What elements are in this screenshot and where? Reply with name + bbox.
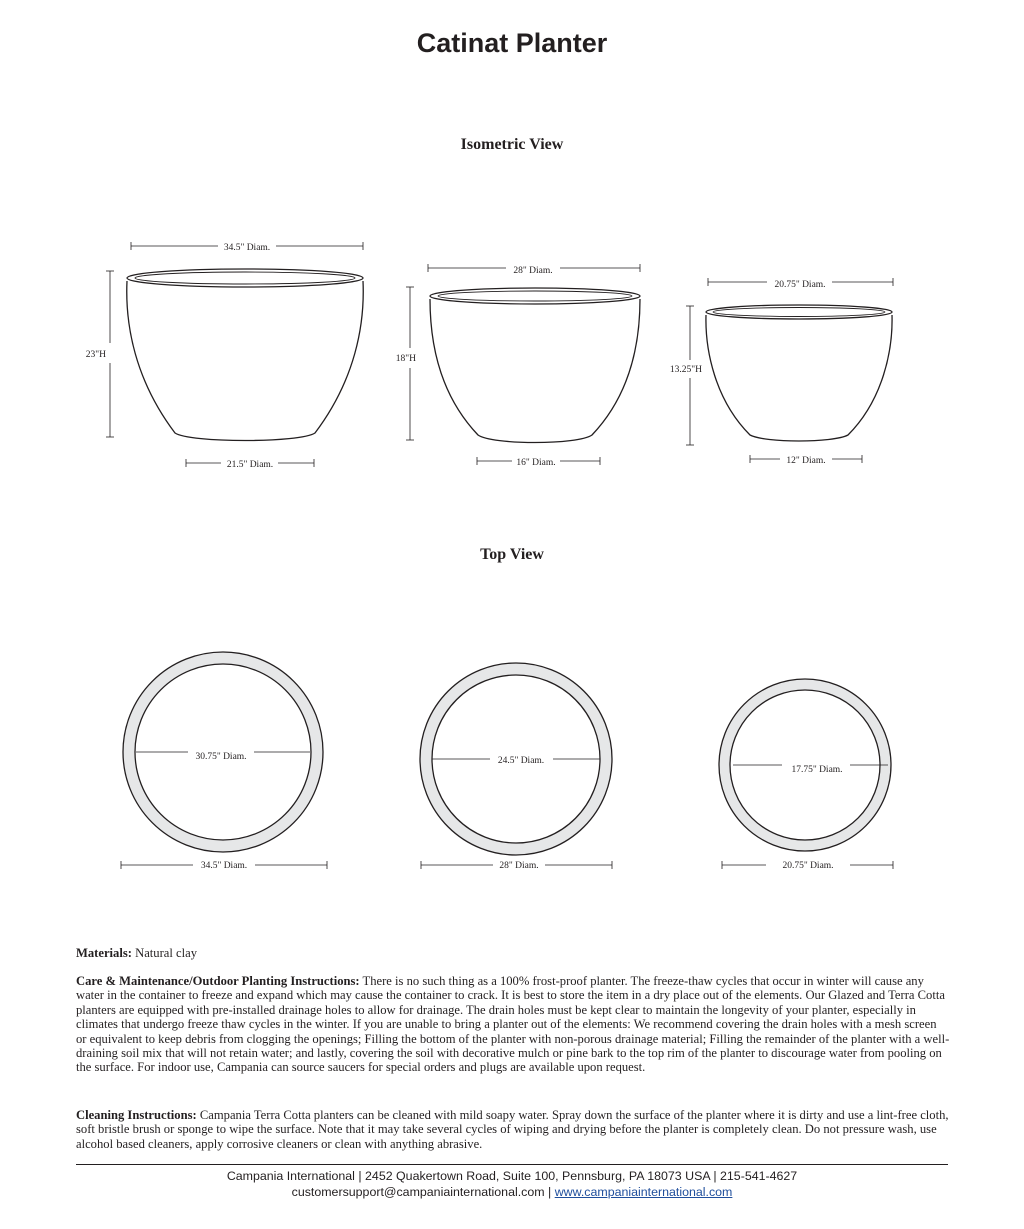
cleaning-label: Cleaning Instructions: (76, 1108, 197, 1122)
page-title: Catinat Planter (416, 28, 608, 58)
top-large-inner-diam-label: 30.75" Diam. (195, 752, 247, 762)
footer-address: Campania International | 2452 Quakertown Road, Suite 100, Pennsburg, PA 18073 USA | 215-541-4627 (226, 1169, 798, 1183)
top-view-planter-medium (420, 663, 612, 869)
care-label: Care & Maintenance/Outdoor Planting Instructions: (76, 974, 360, 988)
isometric-planter-large (106, 242, 363, 467)
website-link[interactable]: www.campaniainternational.com (554, 1185, 733, 1199)
cleaning-paragraph (76, 1108, 950, 1151)
top-large-outer-diam-label: 34.5" Diam. (200, 861, 248, 871)
iso-large-bottom-diam-label: 21.5" Diam. (226, 460, 274, 470)
iso-medium-top-diam-label: 28" Diam. (513, 266, 553, 276)
materials-paragraph (76, 946, 950, 960)
cleaning-text: Campania Terra Cotta planters can be cleaned with mild soapy water. Spray down the surface of the planter where it is dirty and use a lint-free cloth, soft bristle brush or sponge to wipe the surface. Note that it may take several cycles of wiping and drying before the planter is completely clean. Do not pressure wash, use alcohol based cleaners, apply corrosive cleaners or clean with anything abrasive. (76, 1108, 949, 1151)
iso-small-height-label: 13.25"H (669, 365, 702, 375)
footer-email: customersupport@campaniainternational.com (291, 1185, 545, 1199)
care-text: There is no such thing as a 100% frost-proof planter. The freeze-thaw cycles that occur in winter will cause any water in the container to freeze and expand which may cause the container to crack. It is best to store the item in a dry place out of the elements. Our Glazed and Terra Cotta planters are equipped with pre-installed drainage holes to allow for drainage. The drain holes must be kept clear to maintain the longevity of your planter, especially in climates that undergo freeze thaw cycles in the winter. If you are unable to bring a planter out of the elements: We recommend covering the drain holes with a mesh screen or equivalent to keep debris from clogging the openings; Filling the bottom of the planter with non-porous drainage material; Filling the remainder of the planter with a well-draining soil mix that will not retain water; and lastly, covering the soil with decorative mulch or pine bark to the top rim of the planter to discourage water from pooling on the surface. For indoor use, Campania can source saucers for special orders and plugs are available upon request. (76, 974, 950, 1075)
footer-contact (0, 1185, 1024, 1199)
materials-text: Natural clay (131, 946, 197, 960)
top-view-title: Top View (480, 546, 544, 563)
iso-medium-bottom-diam-label: 16" Diam. (516, 458, 556, 468)
isometric-view-title: Isometric View (460, 136, 564, 153)
footer-divider (76, 1164, 948, 1165)
materials-label: Materials: (76, 946, 132, 960)
isometric-planter-small (686, 278, 893, 463)
iso-medium-height-label: 18"H (395, 354, 416, 364)
isometric-planter-medium (406, 264, 640, 465)
top-medium-outer-diam-label: 28" Diam. (499, 861, 539, 871)
iso-large-height-label: 23"H (85, 350, 106, 360)
care-paragraph (76, 974, 950, 1075)
iso-small-bottom-diam-label: 12" Diam. (786, 456, 826, 466)
footer-separator: | (544, 1185, 555, 1199)
iso-large-top-diam-label: 34.5" Diam. (223, 243, 271, 253)
iso-small-top-diam-label: 20.75" Diam. (774, 280, 826, 290)
top-medium-inner-diam-label: 24.5" Diam. (497, 756, 545, 766)
top-small-outer-diam-label: 20.75" Diam. (782, 861, 834, 871)
top-small-inner-diam-label: 17.75" Diam. (791, 765, 843, 775)
